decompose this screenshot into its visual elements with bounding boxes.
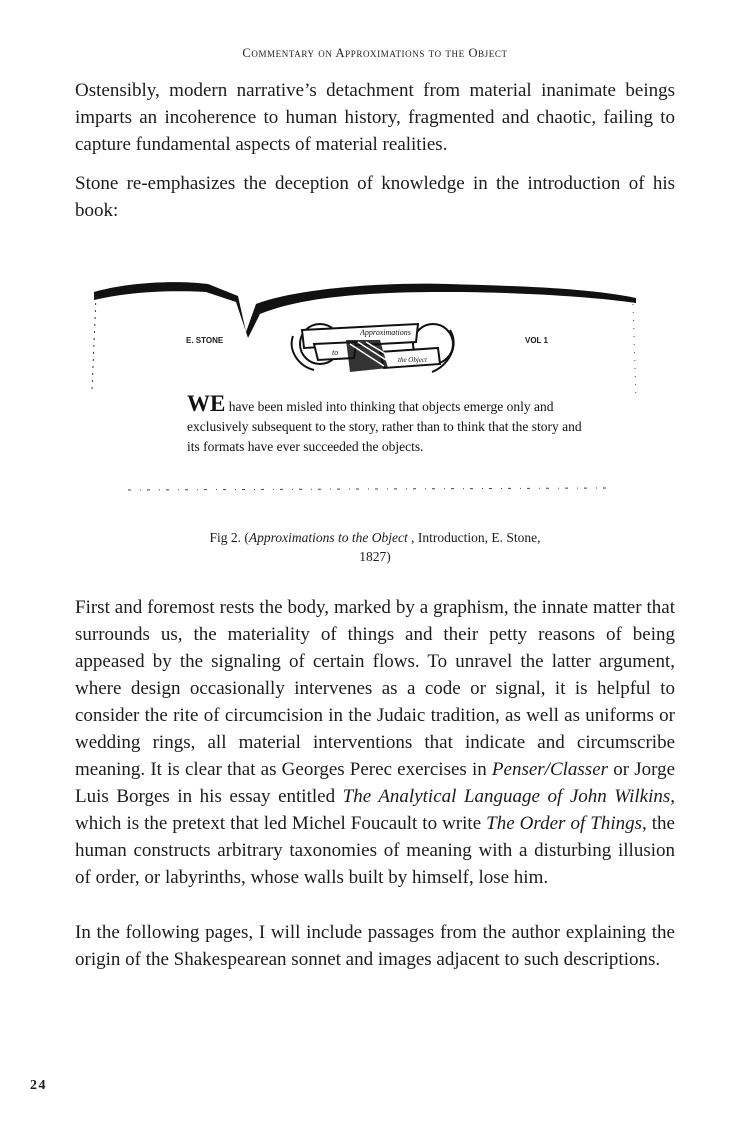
caption-suffix: , Introduction, E. Stone, 1827) [359, 530, 541, 564]
p3-segment-4: , the human constructs arbitrary taxonomies of meaning with a disturbing illusion of order, or labyrinths, whose walls built by himself, lose him. [75, 813, 675, 888]
p3-segment-3: which is the pretext that led Michel Foucault to write [75, 813, 487, 834]
paragraph-4: In the following pages, I will include passages from the author explaining the origin of the Shakespearean sonnet and images adjacent to such descriptions. [75, 922, 675, 970]
scan-body: have been misled into thinking that objects emerge only and exclusively subsequent to the story, rather than to think that the story and its formats have ever succeeded the objects. [187, 399, 582, 454]
scan-dropcap: WE [187, 391, 226, 416]
caption-prefix: Fig 2. ( [209, 530, 249, 545]
paragraph-2: Stone re-emphasizes the deception of knowledge in the introduction of his book: [75, 173, 675, 221]
p3-italic-penser: Penser/Classer [491, 759, 609, 780]
scan-text [187, 391, 587, 457]
running-head: Commentary on Approximations to the Object [242, 46, 508, 60]
caption-title: Approximations to the Object [248, 530, 408, 545]
paragraph-3 [75, 594, 675, 891]
scan-image [88, 270, 648, 500]
figure-caption [200, 528, 550, 566]
page-number: 24 [30, 1078, 47, 1093]
p3-segment-2: or Jorge Luis Borges in his essay entitled [75, 759, 676, 807]
p3-italic-wilkins: The Analytical Language of John Wilkins, [342, 786, 675, 807]
banner-line-1: Approximations [360, 328, 411, 337]
scan-header-right: VOL 1 [525, 336, 548, 345]
p3-italic-order: The Order of Things [486, 813, 642, 834]
p3-segment-1: First and foremost rests the body, marked by a graphism, the innate matter that surrounds us, the materiality of things and their petty reasons of being appeased by the signaling of certain flows. To unravel the latter argument, where design occasionally intervenes as a code or signal, it is helpful to consider the rite of circumcision in the Judaic tradition, as well as uniforms or wedding rings, all material interventions that indicate and circumscribe meaning. It is clear that as Georges Perec exercises in [75, 597, 675, 780]
figure-scan [88, 270, 648, 500]
paragraph-1: Ostensibly, modern narrative’s detachment from material inanimate beings imparts an incoherence to human history, fragmented and chaotic, failing to capture fundamental aspects of material realities. [75, 80, 675, 155]
banner-line-3: the Object [398, 356, 427, 364]
scan-header-left: E. STONE [186, 336, 224, 345]
banner-line-2: to [332, 348, 339, 357]
